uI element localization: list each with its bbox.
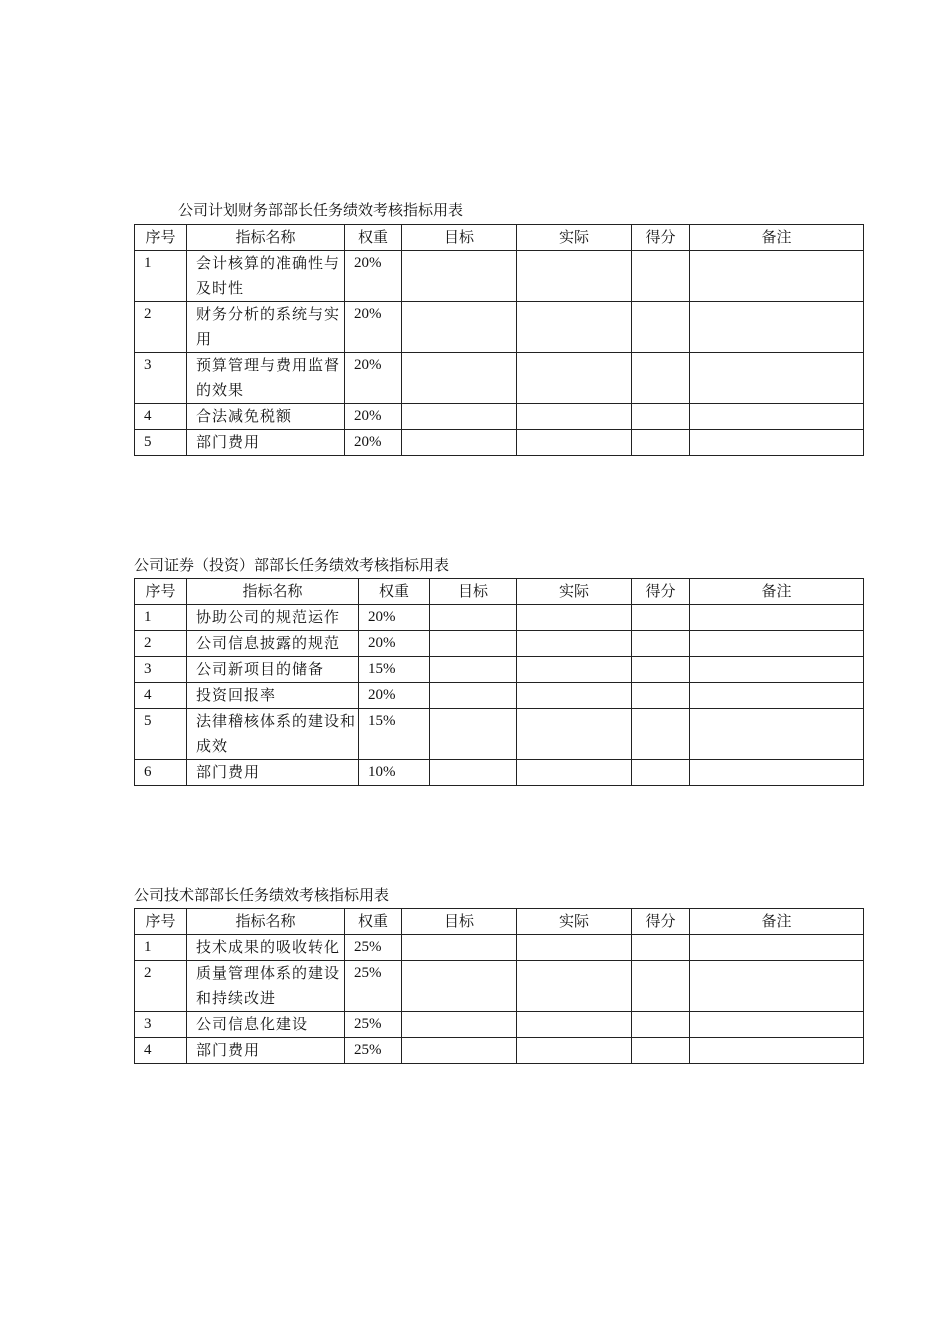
- cell-remarks: [690, 605, 864, 631]
- cell-score: [632, 961, 690, 1012]
- header-weight: 权重: [345, 909, 402, 935]
- row-index: 1: [135, 935, 187, 961]
- cell-remarks: [690, 353, 864, 404]
- table-row: [135, 430, 864, 456]
- cell-remarks: [690, 657, 864, 683]
- cell-target: [402, 430, 517, 456]
- table-row: [135, 353, 864, 404]
- header-actual: 实际: [517, 909, 632, 935]
- cell-target: [402, 1038, 517, 1064]
- cell-score: [632, 353, 690, 404]
- header-index: 序号: [135, 579, 187, 605]
- cell-target: [402, 353, 517, 404]
- table-row: [135, 1038, 864, 1064]
- cell-remarks: [690, 404, 864, 430]
- table-row: [135, 631, 864, 657]
- cell-target: [430, 683, 517, 709]
- header-target: 目标: [402, 909, 517, 935]
- table-block-securities: [134, 555, 863, 786]
- cell-remarks: [690, 1012, 864, 1038]
- header-actual: 实际: [517, 225, 632, 251]
- table-row: [135, 657, 864, 683]
- cell-actual: [517, 605, 632, 631]
- header-weight: 权重: [359, 579, 430, 605]
- header-target: 目标: [430, 579, 517, 605]
- row-weight: 20%: [345, 251, 402, 302]
- cell-actual: [517, 430, 632, 456]
- cell-target: [402, 251, 517, 302]
- cell-score: [632, 605, 690, 631]
- row-metric-name: 公司信息化建设: [187, 1012, 345, 1038]
- cell-score: [632, 709, 690, 760]
- kpi-table: [134, 224, 864, 456]
- row-weight: 25%: [345, 935, 402, 961]
- header-weight: 权重: [345, 225, 402, 251]
- row-index: 4: [135, 404, 187, 430]
- header-score: 得分: [632, 909, 690, 935]
- table-row: [135, 251, 864, 302]
- cell-actual: [517, 683, 632, 709]
- row-weight: 25%: [345, 1038, 402, 1064]
- table-row: [135, 404, 864, 430]
- table-row: [135, 302, 864, 353]
- cell-actual: [517, 631, 632, 657]
- row-weight: 25%: [345, 1012, 402, 1038]
- row-index: 3: [135, 1012, 187, 1038]
- row-metric-name: 公司信息披露的规范: [187, 631, 359, 657]
- cell-actual: [517, 404, 632, 430]
- kpi-table: [134, 578, 864, 786]
- header-name: 指标名称: [187, 579, 359, 605]
- cell-remarks: [690, 760, 864, 786]
- cell-target: [430, 760, 517, 786]
- row-weight: 15%: [359, 657, 430, 683]
- row-weight: 10%: [359, 760, 430, 786]
- row-metric-name: 会计核算的准确性与及时性: [187, 251, 345, 302]
- cell-target: [402, 935, 517, 961]
- row-weight: 20%: [345, 302, 402, 353]
- row-metric-name: 公司新项目的储备: [187, 657, 359, 683]
- cell-score: [632, 404, 690, 430]
- header-remarks: 备注: [690, 579, 864, 605]
- row-metric-name: 质量管理体系的建设和持续改进: [187, 961, 345, 1012]
- cell-score: [632, 1012, 690, 1038]
- cell-score: [632, 251, 690, 302]
- table-row: [135, 961, 864, 1012]
- row-metric-name: 部门费用: [187, 760, 359, 786]
- table-row: [135, 760, 864, 786]
- cell-remarks: [690, 631, 864, 657]
- row-index: 2: [135, 302, 187, 353]
- header-index: 序号: [135, 909, 187, 935]
- cell-target: [402, 961, 517, 1012]
- cell-remarks: [690, 430, 864, 456]
- cell-target: [430, 605, 517, 631]
- row-weight: 20%: [359, 683, 430, 709]
- row-index: 5: [135, 709, 187, 760]
- row-metric-name: 法律稽核体系的建设和成效: [187, 709, 359, 760]
- header-name: 指标名称: [187, 909, 345, 935]
- cell-score: [632, 683, 690, 709]
- row-weight: 20%: [345, 404, 402, 430]
- cell-remarks: [690, 935, 864, 961]
- row-index: 1: [135, 251, 187, 302]
- row-metric-name: 合法减免税额: [187, 404, 345, 430]
- cell-score: [632, 760, 690, 786]
- kpi-table: [134, 908, 864, 1064]
- cell-target: [402, 404, 517, 430]
- row-index: 4: [135, 1038, 187, 1064]
- row-index: 5: [135, 430, 187, 456]
- cell-score: [632, 657, 690, 683]
- table-header-row: [135, 225, 864, 251]
- cell-target: [430, 709, 517, 760]
- row-metric-name: 技术成果的吸收转化: [187, 935, 345, 961]
- table-caption: 公司证券（投资）部部长任务绩效考核指标用表: [134, 556, 450, 574]
- cell-target: [402, 302, 517, 353]
- row-metric-name: 部门费用: [187, 430, 345, 456]
- header-score: 得分: [632, 225, 690, 251]
- header-remarks: 备注: [690, 909, 864, 935]
- row-metric-name: 财务分析的系统与实用: [187, 302, 345, 353]
- header-name: 指标名称: [187, 225, 345, 251]
- cell-actual: [517, 353, 632, 404]
- table-header-row: [135, 909, 864, 935]
- table-row: [135, 683, 864, 709]
- cell-actual: [517, 657, 632, 683]
- cell-actual: [517, 935, 632, 961]
- row-weight: 20%: [345, 353, 402, 404]
- cell-remarks: [690, 709, 864, 760]
- table-caption: 公司计划财务部部长任务绩效考核指标用表: [178, 201, 464, 219]
- cell-remarks: [690, 961, 864, 1012]
- row-weight: 20%: [359, 631, 430, 657]
- cell-actual: [517, 1038, 632, 1064]
- row-metric-name: 投资回报率: [187, 683, 359, 709]
- cell-score: [632, 302, 690, 353]
- header-index: 序号: [135, 225, 187, 251]
- row-index: 1: [135, 605, 187, 631]
- header-actual: 实际: [517, 579, 632, 605]
- cell-actual: [517, 1012, 632, 1038]
- cell-remarks: [690, 1038, 864, 1064]
- cell-actual: [517, 302, 632, 353]
- row-metric-name: 预算管理与费用监督的效果: [187, 353, 345, 404]
- row-weight: 20%: [359, 605, 430, 631]
- cell-score: [632, 935, 690, 961]
- row-index: 3: [135, 657, 187, 683]
- cell-actual: [517, 251, 632, 302]
- row-index: 2: [135, 631, 187, 657]
- row-weight: 20%: [345, 430, 402, 456]
- cell-remarks: [690, 251, 864, 302]
- cell-actual: [517, 760, 632, 786]
- header-target: 目标: [402, 225, 517, 251]
- table-block-technology: [134, 885, 863, 1064]
- cell-remarks: [690, 683, 864, 709]
- table-row: [135, 935, 864, 961]
- row-index: 2: [135, 961, 187, 1012]
- row-index: 3: [135, 353, 187, 404]
- cell-target: [430, 631, 517, 657]
- table-row: [135, 709, 864, 760]
- table-row: [135, 1012, 864, 1038]
- header-remarks: 备注: [690, 225, 864, 251]
- row-metric-name: 协助公司的规范运作: [187, 605, 359, 631]
- row-index: 4: [135, 683, 187, 709]
- cell-actual: [517, 709, 632, 760]
- row-weight: 15%: [359, 709, 430, 760]
- cell-target: [402, 1012, 517, 1038]
- table-caption: 公司技术部部长任务绩效考核指标用表: [134, 886, 390, 904]
- table-row: [135, 605, 864, 631]
- table-header-row: [135, 579, 864, 605]
- row-weight: 25%: [345, 961, 402, 1012]
- table-block-finance: [134, 200, 863, 456]
- header-score: 得分: [632, 579, 690, 605]
- row-index: 6: [135, 760, 187, 786]
- cell-score: [632, 631, 690, 657]
- cell-actual: [517, 961, 632, 1012]
- cell-target: [430, 657, 517, 683]
- cell-remarks: [690, 302, 864, 353]
- row-metric-name: 部门费用: [187, 1038, 345, 1064]
- cell-score: [632, 1038, 690, 1064]
- cell-score: [632, 430, 690, 456]
